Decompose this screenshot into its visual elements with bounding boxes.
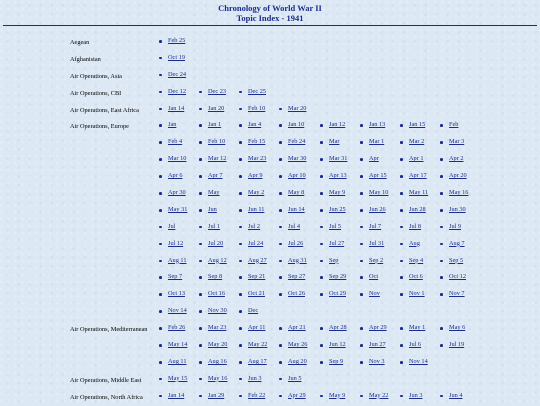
date-link[interactable]: Jul 31	[369, 239, 385, 247]
topic-label: Air Operations, Middle East	[70, 376, 142, 384]
topic-label: Aegean	[70, 39, 90, 46]
index-row	[0, 389, 540, 406]
date-link[interactable]: Apr 21	[288, 324, 306, 332]
index-row	[0, 270, 540, 287]
header-divider	[3, 25, 537, 26]
date-link[interactable]: Jan 12	[329, 121, 346, 129]
date-link[interactable]: Oct 21	[248, 290, 265, 298]
index-row	[0, 135, 540, 152]
date-link[interactable]: Nov 14	[409, 357, 428, 365]
date-link[interactable]: Apr 28	[329, 324, 347, 332]
date-link[interactable]: Oct 13	[168, 290, 185, 298]
date-link[interactable]: Nov 30	[208, 307, 227, 315]
date-link[interactable]: Jan	[168, 121, 177, 129]
date-link[interactable]: Jul 27	[329, 239, 345, 247]
index-row	[0, 237, 540, 254]
date-link[interactable]: Jul 12	[168, 239, 184, 247]
date-link[interactable]: Mar 3	[449, 138, 465, 146]
date-link[interactable]: Aug 12	[208, 256, 227, 264]
date-link[interactable]: Sep 27	[288, 273, 306, 281]
date-link[interactable]: Sep 2	[369, 256, 384, 264]
date-link[interactable]: Jul 20	[208, 239, 224, 247]
date-link[interactable]: Mar 31	[329, 155, 348, 163]
date-link[interactable]: Dec 12	[168, 87, 187, 95]
date-link[interactable]: Sep 21	[248, 273, 266, 281]
date-link[interactable]: Mar 23	[208, 324, 227, 332]
date-link[interactable]: Jun 14	[288, 205, 305, 213]
date-link[interactable]: Apr 6	[168, 172, 183, 180]
date-link[interactable]: Nov 14	[168, 307, 187, 315]
topic-label: Air Operations, CBI	[70, 89, 122, 97]
date-link[interactable]: Apr 17	[409, 172, 427, 180]
index-row	[0, 203, 540, 220]
date-link[interactable]: Aug 11	[168, 256, 187, 264]
date-link[interactable]: Apr 9	[248, 172, 263, 180]
date-link[interactable]: Mar 20	[288, 104, 307, 112]
date-link[interactable]: Feb 24	[288, 138, 306, 146]
date-link[interactable]: Jan 20	[208, 104, 225, 112]
date-link[interactable]: Apr 30	[168, 189, 186, 197]
date-link[interactable]: Jul 5	[329, 222, 342, 230]
date-link[interactable]: Feb	[449, 121, 459, 129]
index-row	[0, 169, 540, 186]
date-link[interactable]: May 1	[409, 324, 426, 332]
date-link[interactable]: Dec 24	[168, 70, 187, 78]
topic-label: Air Operations, Asia	[70, 72, 122, 80]
date-link[interactable]: Jun 30	[449, 205, 466, 213]
date-link[interactable]: Feb 22	[248, 391, 266, 399]
date-link[interactable]: Jun 3	[248, 374, 262, 382]
date-link[interactable]: Jul 2	[248, 222, 261, 230]
index-row	[0, 254, 540, 271]
date-link[interactable]: Feb 10	[248, 104, 266, 112]
date-link[interactable]: Aug 27	[248, 256, 267, 264]
index-row	[0, 220, 540, 237]
date-link[interactable]: Oct 19	[168, 53, 185, 61]
date-link[interactable]: Jul 6	[409, 341, 422, 349]
index-row	[0, 338, 540, 355]
date-link[interactable]: Jul 9	[449, 222, 462, 230]
index-row	[0, 186, 540, 203]
date-link[interactable]: Apr	[369, 155, 379, 163]
date-link[interactable]: Jan 1	[208, 121, 222, 129]
date-link[interactable]: Apr 29	[369, 324, 387, 332]
index-row	[0, 85, 540, 102]
date-link[interactable]: Jun 28	[409, 205, 426, 213]
date-link[interactable]: Apr 10	[288, 172, 306, 180]
index-row	[0, 372, 540, 389]
date-link[interactable]: Mar 2	[409, 138, 425, 146]
date-link[interactable]: Apr 2	[449, 155, 464, 163]
date-link[interactable]: Feb 4	[168, 138, 183, 146]
date-link[interactable]: Jun 4	[449, 391, 463, 399]
date-link[interactable]: May 11	[409, 189, 429, 197]
index-row	[0, 355, 540, 372]
date-link[interactable]: Jul 1	[208, 222, 221, 230]
date-link[interactable]: Jun 27	[369, 341, 386, 349]
date-link[interactable]: Aug 16	[208, 357, 227, 365]
date-link[interactable]: May 22	[369, 391, 389, 399]
date-link[interactable]: Jul 7	[369, 222, 382, 230]
date-link[interactable]: Oct 26	[288, 290, 305, 298]
date-link[interactable]: Sep 29	[329, 273, 347, 281]
date-link[interactable]: Feb 10	[208, 138, 226, 146]
topic-label: Air Operations, Europe	[70, 123, 129, 131]
date-link[interactable]: May 10	[369, 189, 389, 197]
date-link[interactable]: Mar 10	[168, 155, 187, 163]
date-link[interactable]: Jul 4	[288, 222, 301, 230]
date-link[interactable]: Jun 12	[329, 341, 346, 349]
date-link[interactable]: Mar 23	[248, 155, 267, 163]
date-link[interactable]: Dec	[248, 307, 259, 315]
date-link[interactable]: Sep 7	[168, 273, 183, 281]
date-link[interactable]: May 6	[449, 324, 466, 332]
date-link[interactable]: Nov 3	[369, 357, 385, 365]
date-link[interactable]: Aug 11	[168, 357, 187, 365]
index-row	[0, 304, 540, 321]
page-title: Chronology of World War II	[218, 3, 322, 13]
date-link[interactable]: Aug 20	[288, 357, 307, 365]
date-link[interactable]: Apr 7	[208, 172, 223, 180]
date-link[interactable]: Jun 25	[329, 205, 346, 213]
date-link[interactable]: Mar 12	[208, 155, 227, 163]
date-link[interactable]: Aug 7	[449, 239, 465, 247]
date-link[interactable]: Sep	[329, 256, 339, 264]
date-link[interactable]: Jun 11	[248, 205, 265, 213]
date-link[interactable]: May 22	[248, 341, 268, 349]
index-row	[0, 51, 540, 68]
date-link[interactable]: Oct 6	[409, 273, 423, 281]
date-link[interactable]: Sep 4	[409, 256, 424, 264]
date-link[interactable]: Oct 12	[449, 273, 466, 281]
date-link[interactable]: Jun 5	[288, 374, 302, 382]
index-row	[0, 287, 540, 304]
topic-label: Air Operations, North Africa	[70, 393, 143, 401]
date-link[interactable]: Jul 8	[409, 222, 422, 230]
date-link[interactable]: Sep 8	[208, 273, 223, 281]
date-link[interactable]: Dec 25	[248, 87, 267, 95]
date-link[interactable]: Apr 29	[288, 391, 306, 399]
date-link[interactable]: Feb 15	[248, 138, 266, 146]
page-header	[0, 3, 540, 23]
date-link[interactable]: Jun 26	[369, 205, 386, 213]
date-link[interactable]: May 9	[329, 391, 346, 399]
topic-label: Air Operations, Mediterranean	[70, 326, 148, 334]
date-link[interactable]: Aug 17	[248, 357, 267, 365]
date-link[interactable]: Sep 5	[449, 256, 464, 264]
index-row	[0, 34, 540, 51]
date-link[interactable]: Apr 13	[329, 172, 347, 180]
page-subtitle: Topic Index - 1941	[236, 13, 304, 23]
date-link[interactable]: Jun	[208, 205, 217, 213]
date-link[interactable]: Oct 29	[329, 290, 346, 298]
date-link[interactable]: May 26	[288, 341, 308, 349]
date-link[interactable]: Jan 10	[288, 121, 305, 129]
date-link[interactable]: Jul 24	[248, 239, 264, 247]
index-row	[0, 68, 540, 85]
date-link[interactable]: May 16	[208, 374, 228, 382]
date-link[interactable]: Jan 29	[208, 391, 225, 399]
date-link[interactable]: Jan 13	[369, 121, 386, 129]
date-link[interactable]: May 14	[168, 341, 188, 349]
topic-label: Air Operations, East Africa	[70, 106, 139, 114]
date-link[interactable]: May 9	[329, 189, 346, 197]
date-link[interactable]: Jan 14	[168, 391, 185, 399]
date-link[interactable]: Apr 20	[449, 172, 467, 180]
index-row	[0, 321, 540, 338]
topic-label: Afghanistan	[70, 55, 101, 63]
date-link[interactable]: Jul 26	[288, 239, 304, 247]
date-link[interactable]: Feb 25	[168, 37, 186, 44]
date-link[interactable]: Aug	[409, 239, 420, 247]
date-link[interactable]: May 31	[168, 205, 188, 213]
date-link[interactable]: Apr 15	[369, 172, 387, 180]
date-link[interactable]: Oct	[369, 273, 379, 281]
date-link[interactable]: May 15	[168, 374, 188, 382]
date-link[interactable]: Apr 11	[248, 324, 266, 332]
date-link[interactable]: Mar 30	[288, 155, 307, 163]
date-link[interactable]: Mar	[329, 138, 340, 146]
date-link[interactable]: Nov 7	[449, 290, 465, 298]
date-link[interactable]: Nov	[369, 290, 380, 298]
date-link[interactable]: Jul	[168, 222, 176, 230]
date-link[interactable]: May 8	[288, 189, 305, 197]
date-link[interactable]: Feb 26	[168, 324, 186, 332]
date-link[interactable]: May 20	[208, 341, 228, 349]
date-link[interactable]: Jun 3	[409, 391, 423, 399]
date-link[interactable]: May	[208, 189, 220, 197]
topic-index	[0, 34, 540, 406]
date-link[interactable]: Apr 1	[409, 155, 424, 163]
date-link[interactable]: Aug 31	[288, 256, 307, 264]
date-link[interactable]: Sep 9	[329, 357, 344, 365]
date-link[interactable]: Jan 15	[409, 121, 426, 129]
date-link[interactable]: Jan 14	[168, 104, 185, 112]
index-row	[0, 152, 540, 169]
date-link[interactable]: Jul 19	[449, 341, 465, 349]
date-link[interactable]: Jan 4	[248, 121, 262, 129]
index-row	[0, 102, 540, 119]
date-link[interactable]: Oct 16	[208, 290, 225, 298]
date-link[interactable]: May 2	[248, 189, 265, 197]
date-link[interactable]: Dec 23	[208, 87, 227, 95]
date-link[interactable]: Nov 1	[409, 290, 425, 298]
date-link[interactable]: Mar 1	[369, 138, 385, 146]
date-link[interactable]: May 16	[449, 189, 469, 197]
index-row	[0, 118, 540, 135]
